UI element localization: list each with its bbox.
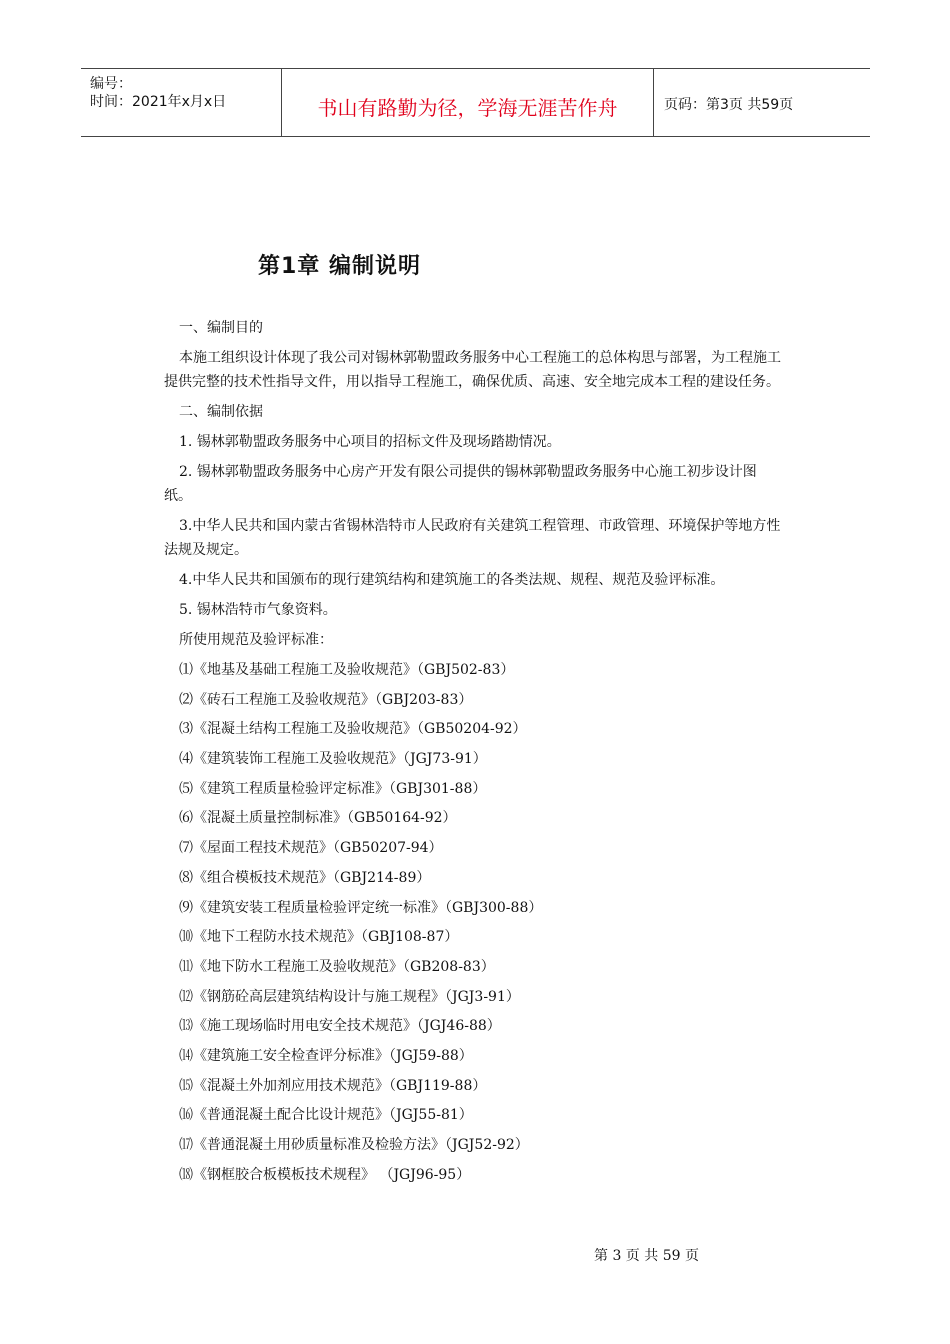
basis-item: 3.中华人民共和国内蒙古省锡林浩特市人民政府有关建筑工程管理、市政管理、环境保护等地方性法规及规定。: [164, 518, 781, 558]
document-body: [164, 316, 784, 1192]
standards-heading: 所使用规范及验评标准：: [179, 632, 333, 648]
standard-item: ⑶《混凝土结构工程施工及验收规范》（GB50204-92）: [179, 721, 527, 738]
basis-item: 4.中华人民共和国颁布的现行建筑结构和建筑施工的各类法规、规程、规范及验评标准。: [179, 572, 725, 588]
document-date-label: 时间：2021年x月x日: [90, 94, 227, 110]
basis-item: 2. 锡林郭勒盟政务服务中心房产开发有限公司提供的锡林郭勒盟政务服务中心施工初步设计图纸。: [164, 464, 757, 504]
section-heading-basis: 二、编制依据: [179, 404, 263, 420]
standard-item: ⒀《施工现场临时用电安全技术规范》（JGJ46-88）: [179, 1018, 501, 1035]
standard-item: ⒂《混凝土外加剂应用技术规范》（GBJ119-88）: [179, 1077, 487, 1094]
standard-item: ⑸《建筑工程质量检验评定标准》（GBJ301-88）: [179, 780, 487, 797]
standard-item: ⑾《地下防水工程施工及验收规范》（GB208-83）: [179, 958, 495, 975]
document-number-label: 编号：: [90, 76, 132, 92]
standard-item: ⑽《地下工程防水技术规范》（GBJ108-87）: [179, 929, 459, 946]
header-info-cell: [81, 69, 282, 136]
standard-item: ⑿《钢筋砼高层建筑结构设计与施工规程》（JGJ3-91）: [179, 988, 520, 1005]
standard-item: ⑷《建筑装饰工程施工及验收规范》（JGJ73-91）: [179, 751, 487, 768]
header-page-cell: [654, 69, 870, 136]
standards-list: [164, 658, 784, 1192]
basis-item: 1. 锡林郭勒盟政务服务中心项目的招标文件及现场踏勘情况。: [179, 434, 561, 450]
header-motto-cell: [282, 69, 654, 136]
basis-item: 5. 锡林浩特市气象资料。: [179, 602, 337, 618]
standard-item: ⑺《屋面工程技术规范》（GB50207-94）: [179, 840, 443, 857]
standard-item: ⑴《地基及基础工程施工及验收规范》（GBJ502-83）: [179, 662, 515, 678]
header-page-number: 页码：第3页 共59页: [664, 97, 794, 113]
standard-item: ⒁《建筑施工安全检查评分标准》（JGJ59-88）: [179, 1047, 473, 1064]
standard-item: ⒅《钢框胶合板模板技术规程》 （JGJ96-95）: [179, 1166, 471, 1183]
page-footer: 第 3 页 共 59 页: [594, 1248, 699, 1264]
chapter-title: 第1章 编制说明: [258, 254, 421, 279]
standard-item: ⑼《建筑安装工程质量检验评定统一标准》（GBJ300-88）: [179, 899, 543, 916]
purpose-paragraph: 本施工组织设计体现了我公司对锡林郭勒盟政务服务中心工程施工的总体构思与部署，为工程施工提供完整的技术性指导文件，用以指导工程施工，确保优质、高速、安全地完成本工程的建设任务。: [164, 350, 781, 390]
standard-item: ⒄《普通混凝土用砂质量标准及检验方法》（JGJ52-92）: [179, 1137, 529, 1153]
header-motto: 书山有路勤为径，学海无涯苦作舟: [317, 96, 618, 120]
standard-item: ⑵《砖石工程施工及验收规范》（GBJ203-83）: [179, 691, 473, 708]
standard-item: ⑻《组合模板技术规范》（GBJ214-89）: [179, 869, 431, 886]
standard-item: ⒃《普通混凝土配合比设计规范》（JGJ55-81）: [179, 1107, 473, 1124]
section-heading-purpose: 一、编制目的: [179, 320, 263, 336]
standard-item: ⑹《混凝土质量控制标准》（GB50164-92）: [179, 810, 457, 827]
page-header: [81, 68, 870, 137]
